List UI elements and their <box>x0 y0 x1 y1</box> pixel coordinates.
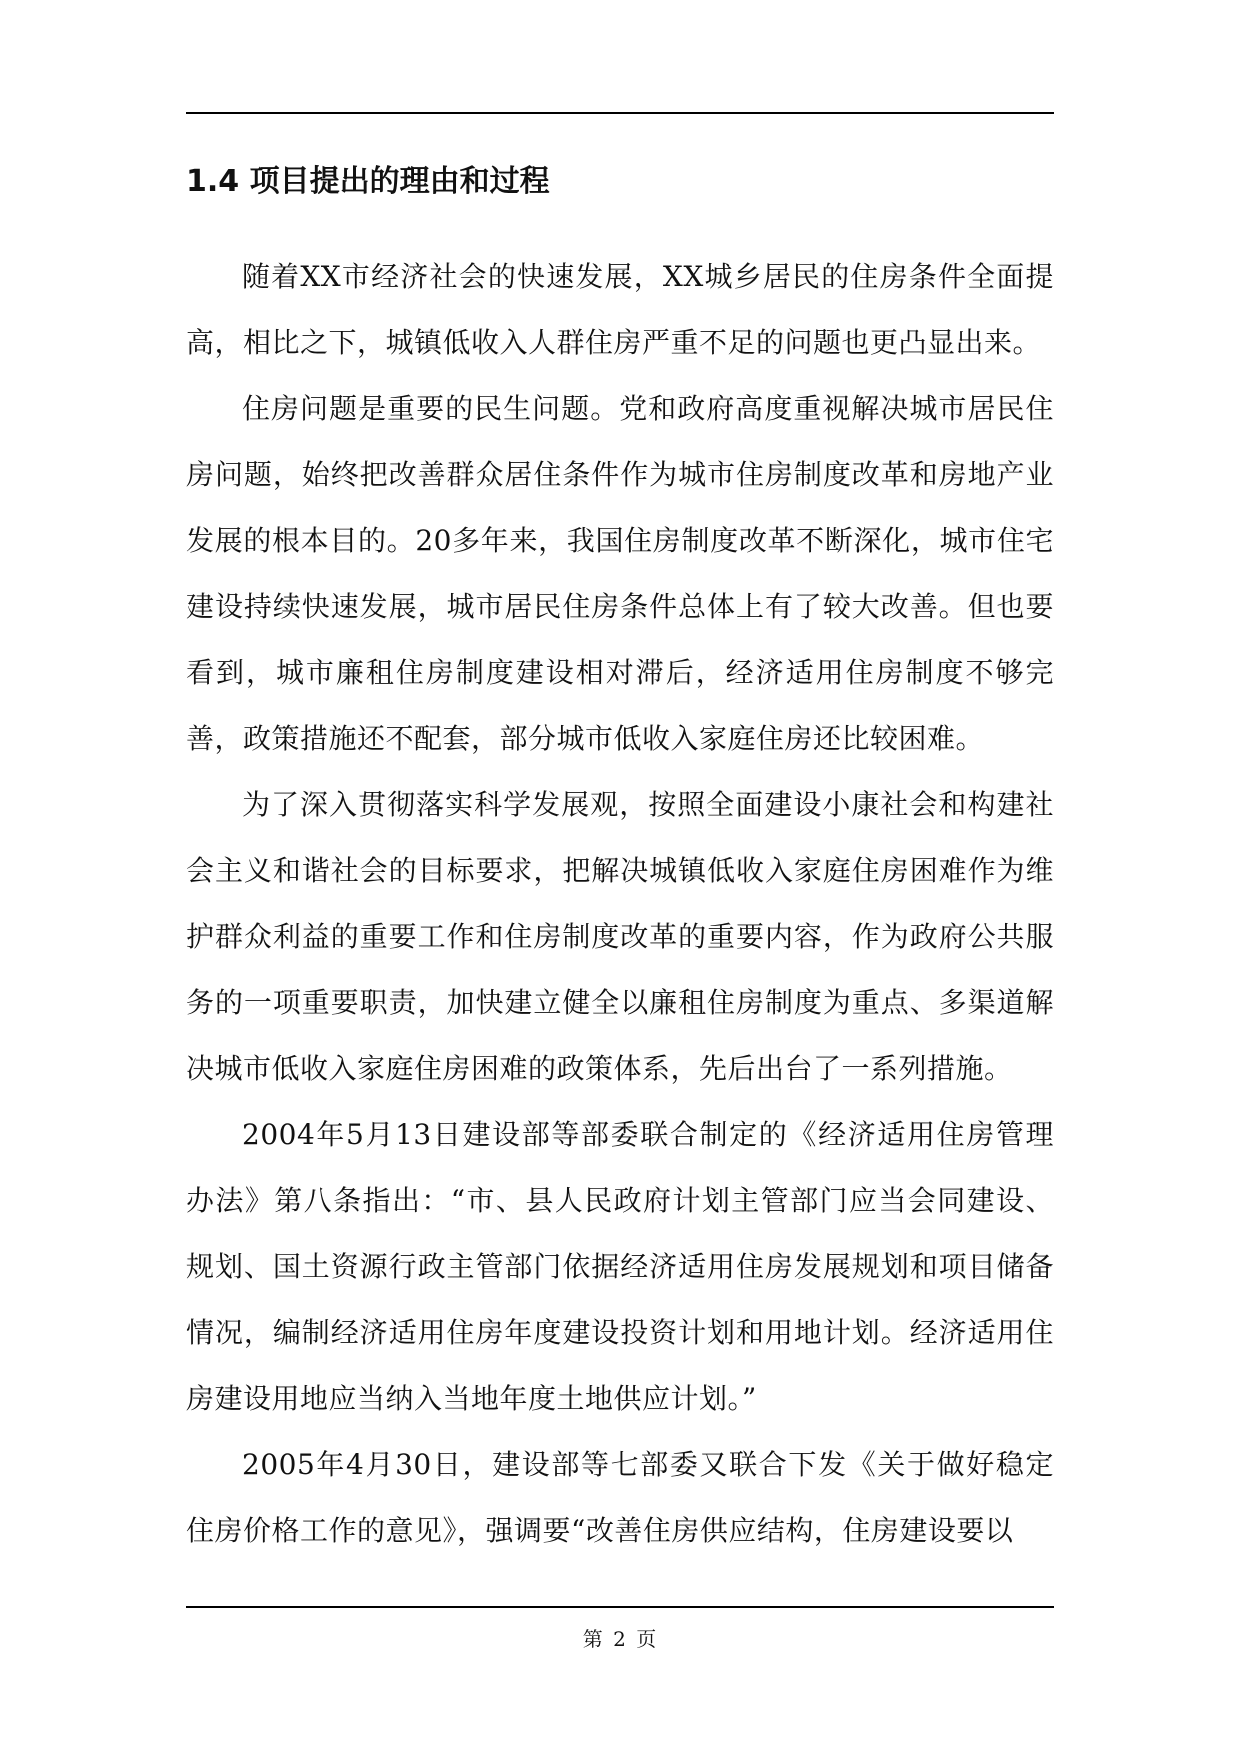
paragraph-1: 随着XX市经济社会的快速发展，XX城乡居民的住房条件全面提高，相比之下，城镇低收入人群住房严重不足的问题也更凸显出来。 <box>186 260 1054 359</box>
paragraph-2: 住房问题是重要的民生问题。党和政府高度重视解决城市居民住房问题，始终把改善群众居住条件作为城市住房制度改革和房地产业发展的根本目的。20多年来，我国住房制度改革不断深化，城市住宅建设持续快速发展，城市居民住房条件总体上有了较大改善。但也要看到，城市廉租住房制度建设相对滞后，经济适用住房制度不够完善，政策措施还不配套，部分城市低收入家庭住房还比较困难。 <box>186 392 1054 755</box>
paragraph-4: 2004年5月13日建设部等部委联合制定的《经济适用住房管理办法》第八条指出：“市、县人民政府计划主管部门应当会同建设、规划、国土资源行政主管部门依据经济适用住房发展规划和项目储备情况，编制经济适用住房年度建设投资计划和用地计划。经济适用住房建设用地应当纳入当地年度土地供应计划。” <box>186 1118 1054 1415</box>
paragraph-3: 为了深入贯彻落实科学发展观，按照全面建设小康社会和构建社会主义和谐社会的目标要求，把解决城镇低收入家庭住房困难作为维护群众利益的重要工作和住房制度改革的重要内容，作为政府公共服务的一项重要职责，加快建立健全以廉租住房制度为重点、多渠道解决城市低收入家庭住房困难的政策体系，先后出台了一系列措施。 <box>186 788 1054 1085</box>
page-number: 第 2 页 <box>582 1627 659 1651</box>
body-text <box>186 244 1054 1564</box>
footer-rule <box>186 1606 1054 1608</box>
header-rule <box>186 112 1054 114</box>
section-heading: 1.4 项目提出的理由和过程 <box>186 164 550 199</box>
paragraph-5: 2005年4月30日，建设部等七部委又联合下发《关于做好稳定住房价格工作的意见》，强调要“改善住房供应结构，住房建设要以 <box>186 1448 1054 1547</box>
